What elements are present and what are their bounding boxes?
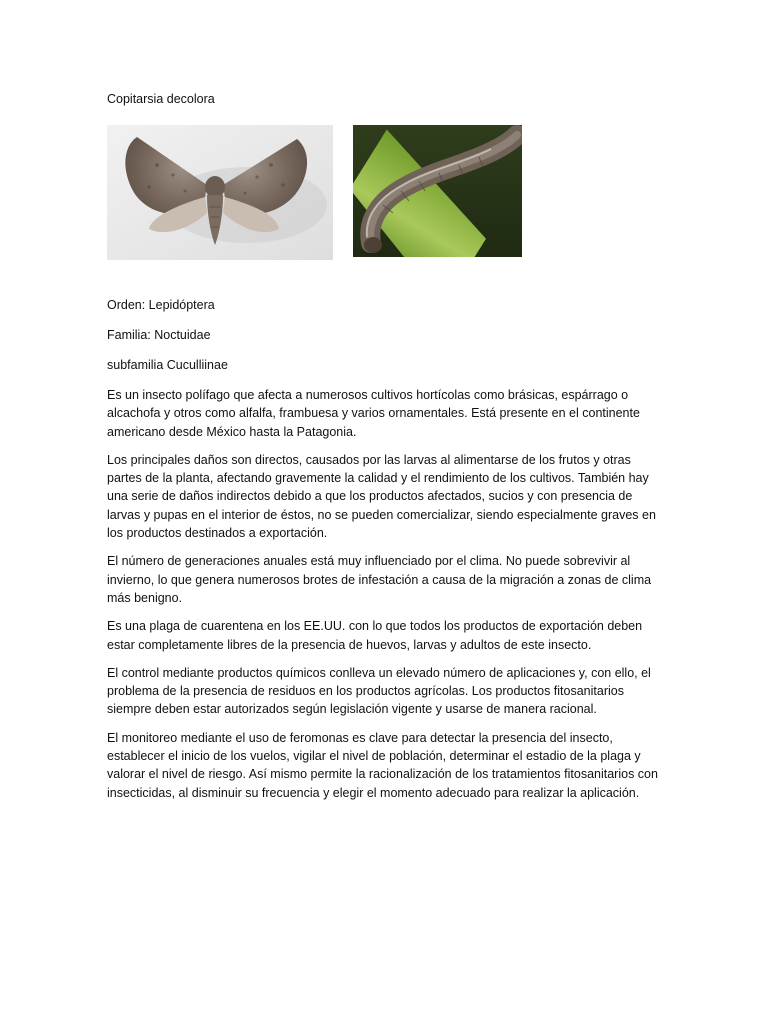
- paragraph-damage: Los principales daños son directos, causados por las larvas al alimentarse de los frutos y otras partes de la planta, afectando gravemente la calidad y el rendimiento de los cultivos. También hay una serie de daños indirectos debido a que los productos afectados, sucios y con presencia de larvas y pupas en el interior de éstos, no se pueden comercializar, siendo especialmente graves en los productos destinados a exportación.: [107, 452, 656, 541]
- taxonomy-order: Orden: Lepidóptera: [107, 298, 215, 312]
- paragraph-monitoring: El monitoreo mediante el uso de feromonas es clave para detectar la presencia del insecto, establecer el inicio de los vuelos, vigilar el nivel de población, determinar el estadio de la plaga y valorar el nivel de riesgo. Así mismo permite la racionalización de los tratamientos fitosanitarios con insecticidas, al disminuir su frecuencia y elegir el momento adecuado para realizar la aplicación.: [107, 730, 658, 800]
- paragraph-description: Es un insecto polífago que afecta a numerosos cultivos hortícolas como brásicas, espárrago o alcachofa y otros como alfalfa, frambuesa y varios ornamentales. Está presente en el continente americano desde México hasta la Patagonia.: [107, 388, 640, 439]
- paragraph-chemical-control: El control mediante productos químicos conlleva un elevado número de aplicaciones y, con ello, el problema de la presencia de residuos en los productos agrícolas. Los productos fitosanitarios siempre deben estar autorizados según legislación vigente y usarse de manera racional.: [107, 665, 651, 717]
- moth-illustration: [107, 125, 333, 260]
- document-content: [107, 90, 663, 812]
- moth-photo: [107, 125, 333, 260]
- paragraph-quarantine: Es una plaga de cuarentena en los EE.UU. con lo que todos los productos de exportación deben estar completamente libres de la presencia de huevos, larvas y adultos de este insecto.: [107, 619, 643, 652]
- larva-photo: [353, 125, 522, 257]
- paragraph-generations: El número de generaciones anuales está muy influenciado por el clima. No puede sobrevivir al invierno, lo que genera numerosos brotes de infestación a causa de la migración a zonas de clima más benigno.: [107, 554, 652, 605]
- figure-row: [107, 125, 663, 260]
- document-title: Copitarsia decolora: [107, 92, 215, 106]
- taxonomy-subfamily: subfamilia Cuculliinae: [107, 358, 228, 372]
- taxonomy-family: Familia: Noctuidae: [107, 328, 211, 342]
- larva-illustration: [353, 125, 522, 257]
